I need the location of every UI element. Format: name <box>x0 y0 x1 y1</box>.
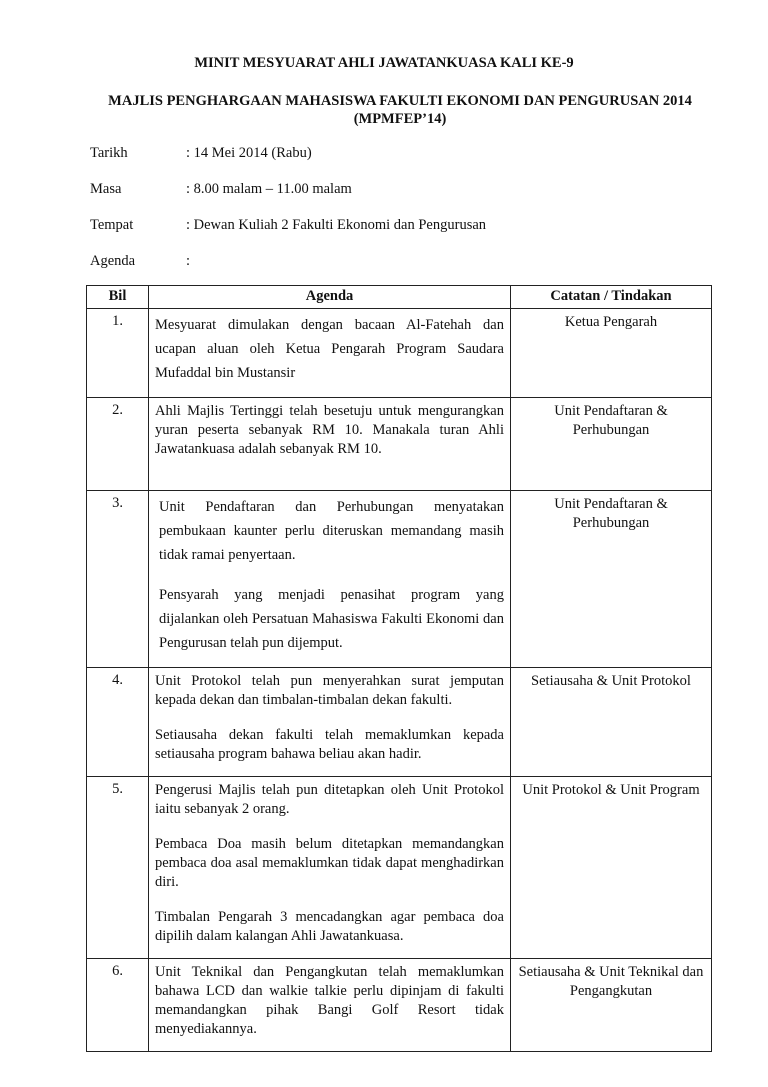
row-agenda <box>149 668 511 777</box>
agenda-paragraph: Timbalan Pengarah 3 mencadangkan agar pembaca doa dipilih dalam kalangan Ahli Jawatankuasa. <box>155 909 504 944</box>
row-agenda <box>149 959 511 1052</box>
document-subtitle: MAJLIS PENGHARGAAN MAHASISWA FAKULTI EKONOMI DAN PENGURUSAN 2014 (MPMFEP’14) <box>108 93 692 127</box>
header-bil: Bil <box>87 286 149 309</box>
minutes-table <box>86 285 712 1052</box>
table-row <box>87 959 712 1052</box>
table-header-row <box>87 286 712 309</box>
agenda-paragraph: Pembaca Doa masih belum ditetapkan memandangkan pembaca doa asal memaklumkan tidak dapat menghadirkan diri. <box>155 836 504 890</box>
row-bil: 3. <box>87 491 149 668</box>
meta-masa-label: Masa <box>90 181 122 197</box>
agenda-paragraph: Pengerusi Majlis telah pun ditetapkan oleh Unit Protokol iaitu sebanyak 2 orang. <box>155 782 504 817</box>
agenda-paragraph: Setiausaha dekan fakulti telah memaklumkan kepada setiausaha program bahawa beliau akan hadir. <box>155 727 504 762</box>
table-row <box>87 777 712 959</box>
row-agenda <box>149 398 511 491</box>
agenda-paragraph: Unit Pendaftaran dan Perhubungan menyatakan pembukaan kaunter perlu diteruskan memandang masih tidak ramai penyertaan. <box>159 499 504 563</box>
meta-agenda-label: Agenda <box>90 253 136 269</box>
row-catatan: Unit Protokol & Unit Program <box>511 777 712 959</box>
meta-tarikh-label: Tarikh <box>90 145 128 161</box>
row-catatan: Unit Pendaftaran & Perhubungan <box>511 491 712 668</box>
agenda-paragraph: Unit Teknikal dan Pengangkutan telah memaklumkan bahawa LCD dan walkie talkie perlu dipinjam di fakulti memandangkan pihak Bangi Golf Resort tidak menyediakannya. <box>155 964 504 1037</box>
row-catatan: Setiausaha & Unit Teknikal dan Pengangkutan <box>511 959 712 1052</box>
row-agenda <box>149 777 511 959</box>
row-agenda <box>149 309 511 398</box>
row-bil: 6. <box>87 959 149 1052</box>
meta-tempat-label: Tempat <box>90 217 134 233</box>
row-catatan: Unit Pendaftaran & Perhubungan <box>511 398 712 491</box>
meta-agenda-value: : <box>186 253 191 269</box>
row-bil: 1. <box>87 309 149 398</box>
row-bil: 2. <box>87 398 149 491</box>
table-row <box>87 309 712 398</box>
row-agenda <box>149 491 511 668</box>
agenda-paragraph: Ahli Majlis Tertinggi telah besetuju untuk mengurangkan yuran peserta sebanyak RM 10. Manakala turan Ahli Jawatankuasa adalah sebanyak RM 10. <box>155 403 504 457</box>
document-title: MINIT MESYUARAT AHLI JAWATANKUASA KALI KE-9 <box>194 55 574 71</box>
table-row <box>87 491 712 668</box>
agenda-paragraph: Mesyuarat dimulakan dengan bacaan Al-Fatehah dan ucapan aluan oleh Ketua Pengarah Program Saudara Mufaddal bin Mustansir <box>155 317 504 381</box>
row-catatan: Ketua Pengarah <box>511 309 712 398</box>
meta-tempat-value: : Dewan Kuliah 2 Fakulti Ekonomi dan Pengurusan <box>186 217 487 233</box>
agenda-paragraph: Unit Protokol telah pun menyerahkan surat jemputan kepada dekan dan timbalan-timbalan dekan fakulti. <box>155 673 504 708</box>
header-catatan: Catatan / Tindakan <box>511 286 712 309</box>
agenda-paragraph: Pensyarah yang menjadi penasihat program yang dijalankan oleh Persatuan Mahasiswa Fakulti Ekonomi dan Pengurusan telah pun dijemput. <box>159 587 504 651</box>
table-row <box>87 398 712 491</box>
row-bil: 4. <box>87 668 149 777</box>
meta-masa-value: : 8.00 malam – 11.00 malam <box>186 181 352 197</box>
row-bil: 5. <box>87 777 149 959</box>
meta-tarikh-value: : 14 Mei 2014 (Rabu) <box>186 145 312 161</box>
table-row <box>87 668 712 777</box>
header-agenda: Agenda <box>149 286 511 309</box>
row-catatan: Setiausaha & Unit Protokol <box>511 668 712 777</box>
